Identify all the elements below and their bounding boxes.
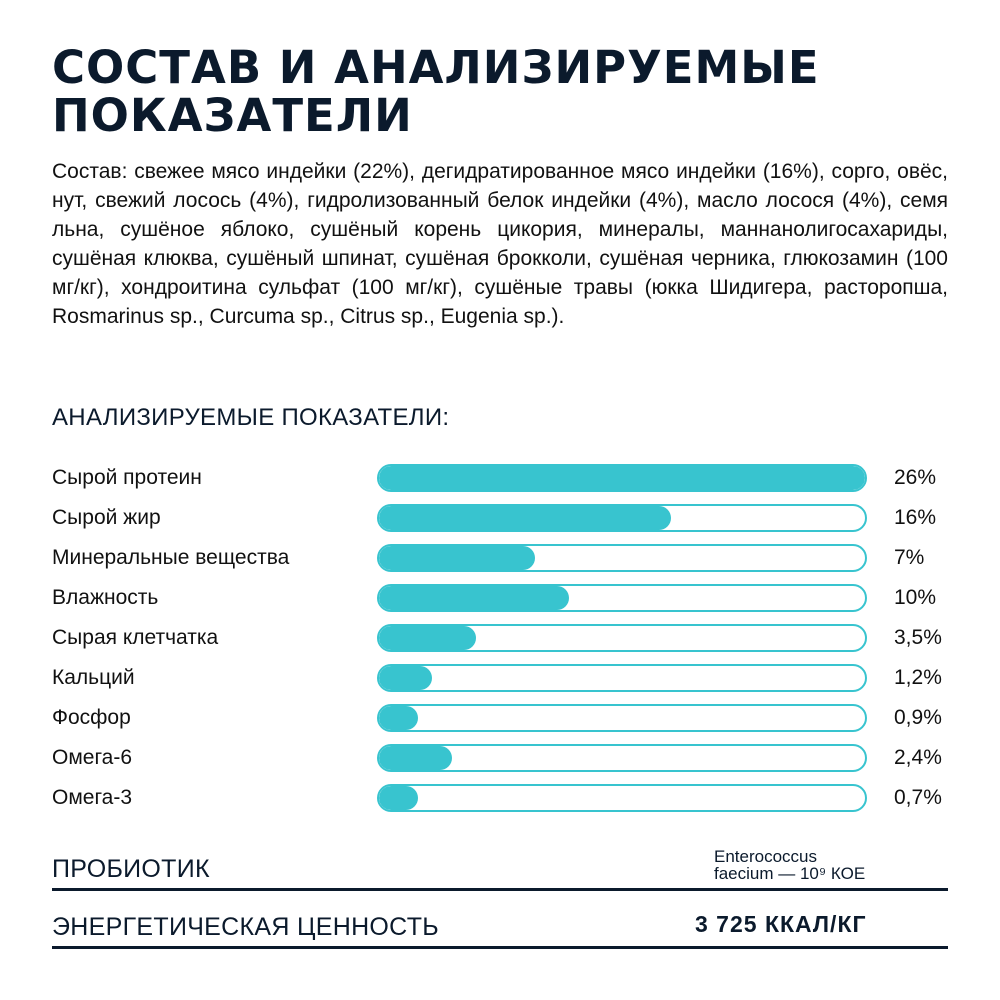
indicator-label: Сырой протеин bbox=[52, 466, 202, 489]
title-line-2: ПОКАЗАТЕЛИ bbox=[52, 89, 413, 142]
indicator-value: 0,7% bbox=[894, 786, 942, 809]
indicator-bar-track bbox=[377, 744, 867, 772]
indicator-value: 26% bbox=[894, 466, 937, 489]
indicator-bar-fill bbox=[379, 546, 535, 570]
indicator-bar-track bbox=[377, 464, 867, 492]
indicator-label: Кальций bbox=[52, 666, 135, 689]
indicator-bar-track bbox=[377, 504, 867, 532]
indicator-bar-track bbox=[377, 664, 867, 692]
energy-label: ЭНЕРГЕТИЧЕСКАЯ ЦЕННОСТЬ bbox=[52, 913, 439, 941]
analysis-heading: АНАЛИЗИРУЕМЫЕ ПОКАЗАТЕЛИ: bbox=[52, 404, 450, 431]
indicator-label: Фосфор bbox=[52, 706, 131, 729]
indicator-bar-fill bbox=[379, 466, 865, 490]
probiotic-label: ПРОБИОТИК bbox=[52, 855, 210, 883]
probiotic-value-line-1: Enterococcus bbox=[714, 847, 817, 866]
indicator-label: Омега-3 bbox=[52, 786, 133, 809]
indicator-value: 2,4% bbox=[894, 746, 942, 769]
indicator-bar-fill bbox=[379, 786, 418, 810]
title-line-1: СОСТАВ И АНАЛИЗИРУЕМЫЕ bbox=[52, 41, 820, 94]
indicator-row bbox=[52, 664, 952, 692]
indicator-bar-fill bbox=[379, 746, 452, 770]
indicator-label: Сырая клетчатка bbox=[52, 626, 219, 649]
indicator-value: 10% bbox=[894, 586, 937, 609]
indicator-bar-fill bbox=[379, 626, 476, 650]
indicator-label: Омега-6 bbox=[52, 746, 133, 769]
page-title bbox=[52, 41, 952, 142]
indicator-label: Сырой жир bbox=[52, 506, 161, 529]
indicator-bar-track bbox=[377, 624, 867, 652]
energy-value: 3 725 ККАЛ/КГ bbox=[695, 911, 867, 937]
indicator-row bbox=[52, 624, 952, 652]
probiotic-value bbox=[714, 848, 865, 882]
indicator-label: Влажность bbox=[52, 586, 159, 609]
indicator-row bbox=[52, 464, 952, 492]
indicator-row bbox=[52, 704, 952, 732]
indicator-label: Минеральные вещества bbox=[52, 546, 290, 569]
indicator-row bbox=[52, 584, 952, 612]
indicator-value: 16% bbox=[894, 506, 937, 529]
indicator-value: 0,9% bbox=[894, 706, 942, 729]
indicator-bar-track bbox=[377, 784, 867, 812]
indicator-bar-fill bbox=[379, 586, 569, 610]
indicator-row bbox=[52, 544, 952, 572]
indicator-row bbox=[52, 504, 952, 532]
composition-text: Состав: свежее мясо индейки (22%), дегидратированное мясо индейки (16%), сорго, овёс, нут, свежий лосось (4%), гидролизованный белок индейки (4%), масло лосося (4%), семя льна, сушёное яблоко, сушёный корень цикория, минералы, маннанолигосахариды, сушёная клюква, сушёный шпинат, сушёная брокколи, сушёная черника, глюкозамин (100 мг/кг), хондроитина сульфат (100 мг/кг), сушёные травы (юкка Шидигера, расторопша, Rosmarinus sp., Curcuma sp., Citrus sp., Eugenia sp.). bbox=[52, 160, 948, 328]
indicator-value: 1,2% bbox=[894, 666, 942, 689]
indicator-value: 7% bbox=[894, 546, 925, 569]
indicator-bar-fill bbox=[379, 666, 432, 690]
indicator-bar-fill bbox=[379, 506, 671, 530]
indicator-bar-track bbox=[377, 544, 867, 572]
probiotic-row bbox=[52, 842, 948, 891]
energy-row bbox=[52, 900, 948, 949]
indicator-row bbox=[52, 784, 952, 812]
indicator-row bbox=[52, 744, 952, 772]
probiotic-value-line-2: faecium — 10⁹ КОЕ bbox=[714, 864, 866, 883]
indicator-bar-fill bbox=[379, 706, 418, 730]
indicator-value: 3,5% bbox=[894, 626, 942, 649]
indicator-bar-track bbox=[377, 704, 867, 732]
indicator-bar-track bbox=[377, 584, 867, 612]
